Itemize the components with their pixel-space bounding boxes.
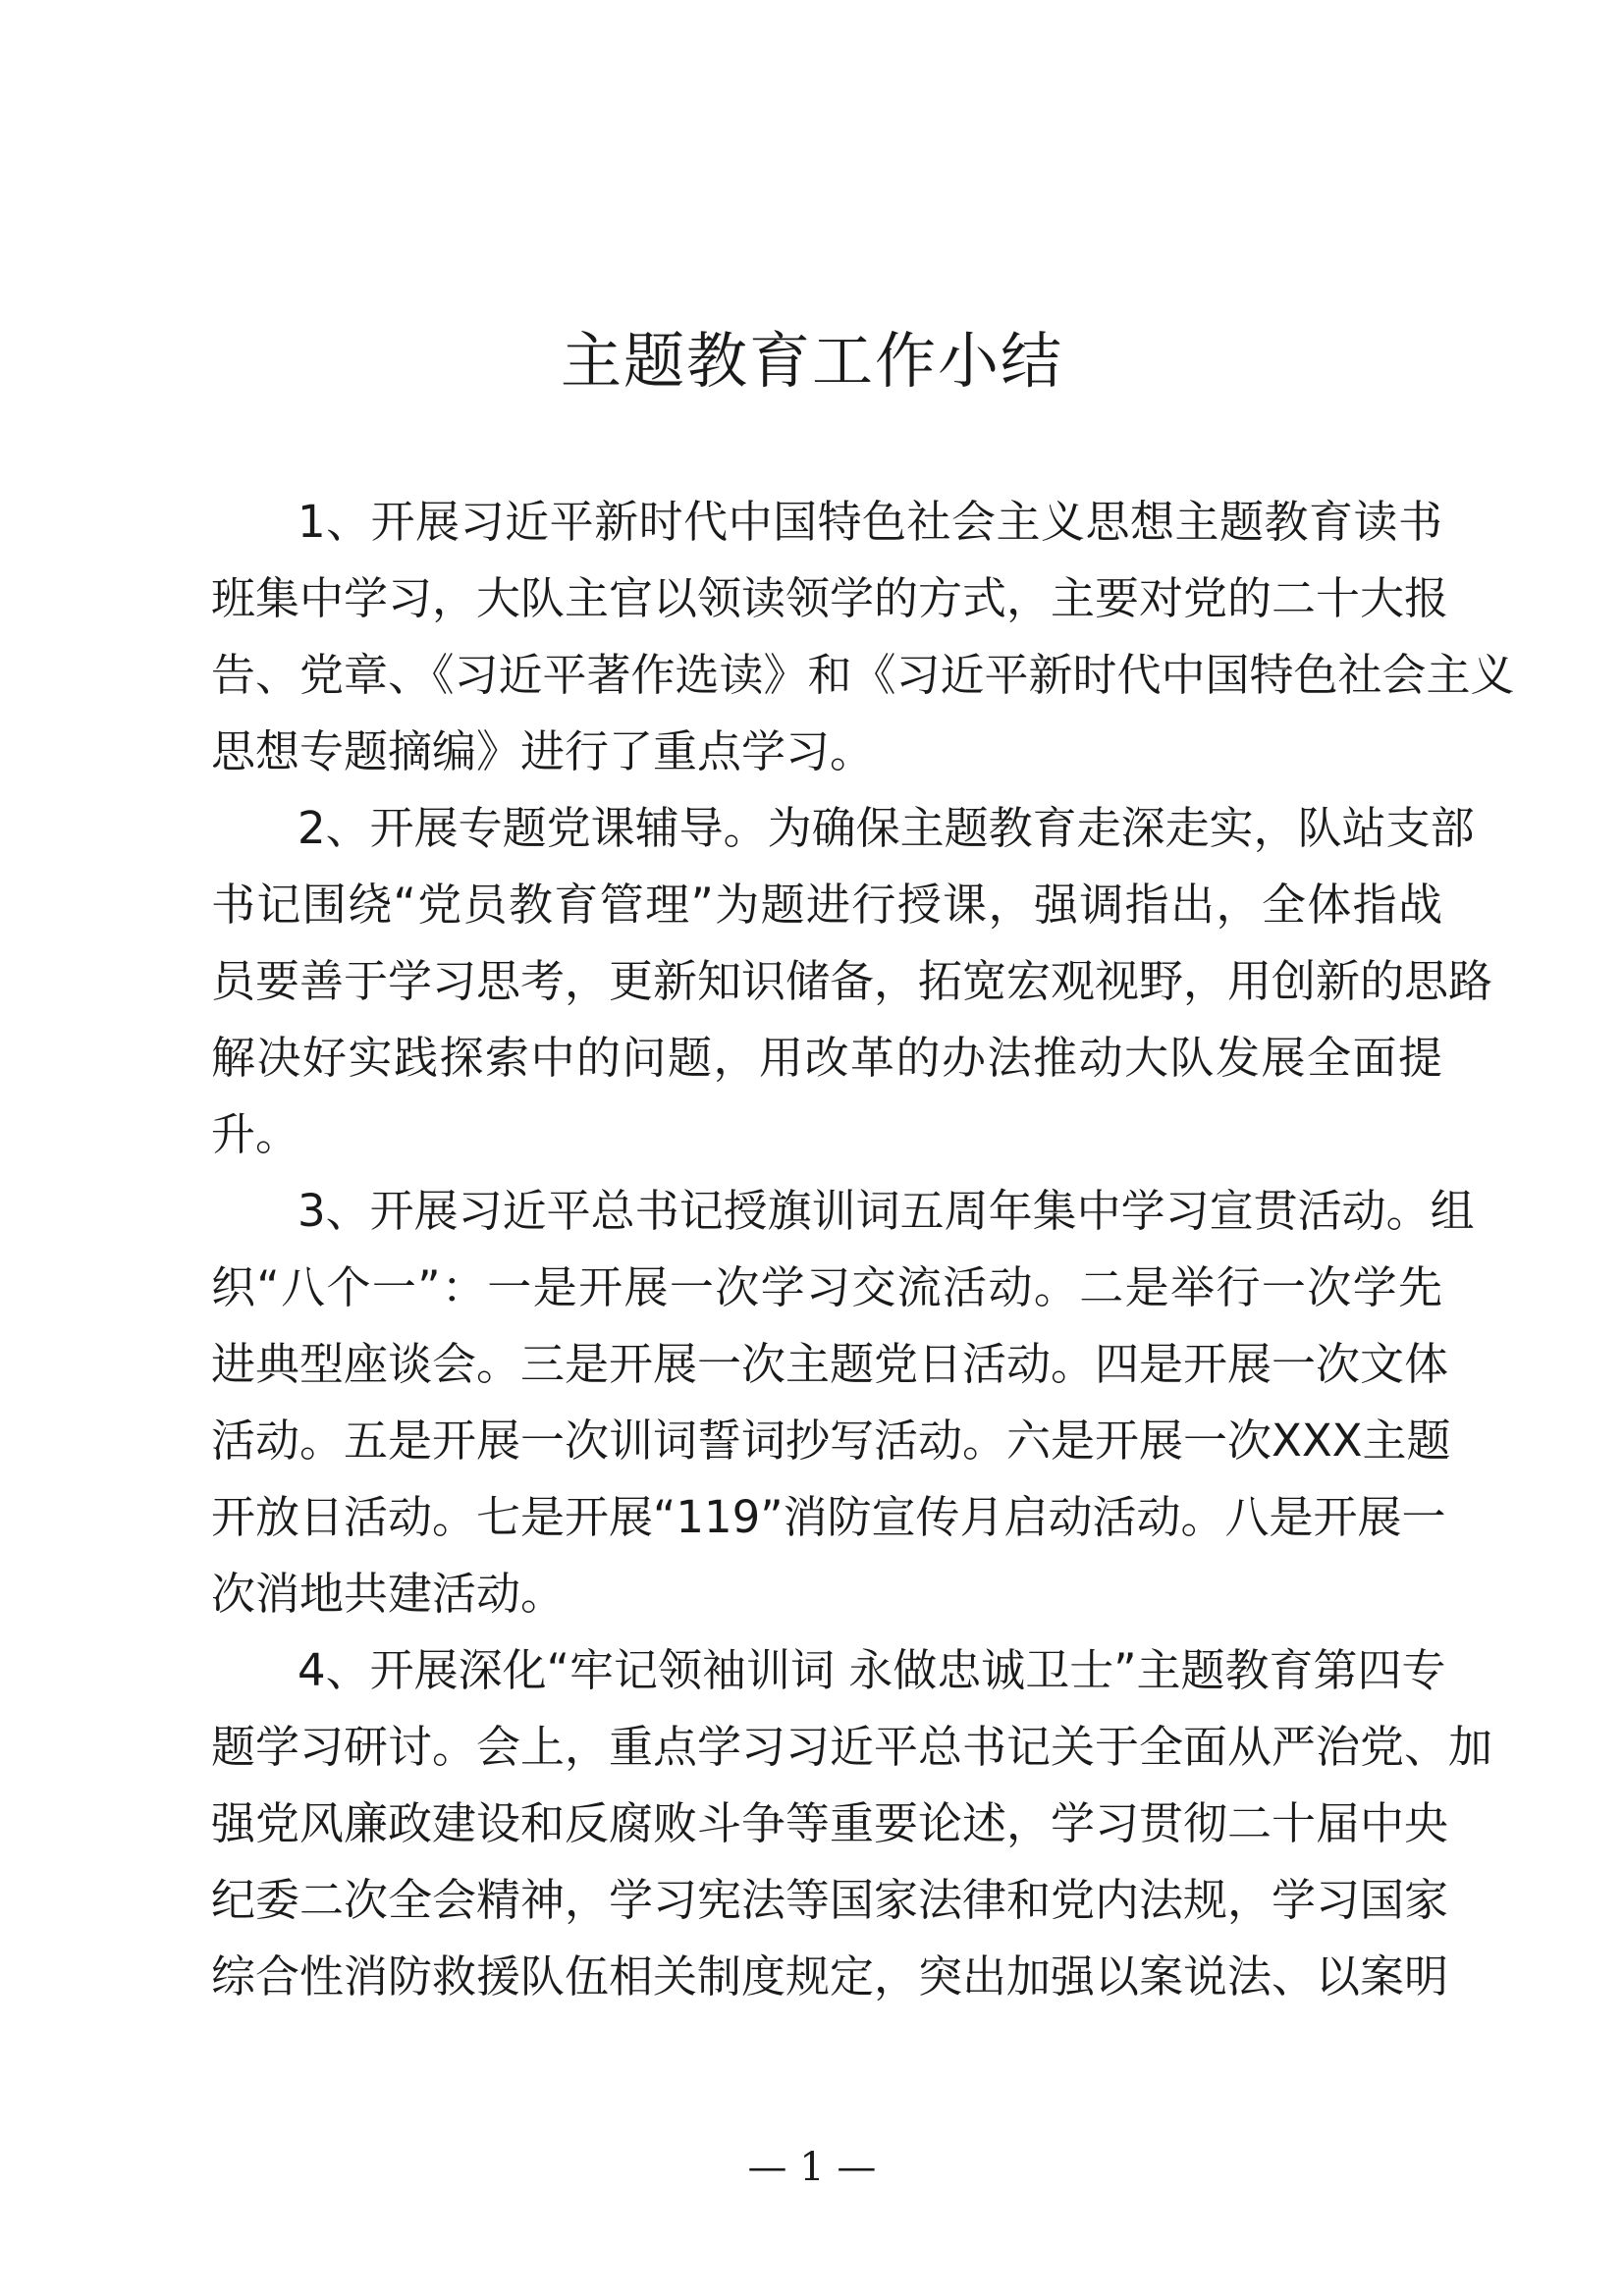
text-line: 开放日活动。七是开展“119”消防宣传月启动活动。八是开展一 xyxy=(211,1491,1446,1543)
text-line: 升。 xyxy=(211,1108,300,1160)
text-line: 3、开展习近平总书记授旗训词五周年集中学习宣贯活动。组 xyxy=(298,1185,1475,1237)
text-line: 解决好实践探索中的问题，用改革的办法推动大队发展全面提 xyxy=(211,1032,1442,1084)
text-line: 员要善于学习思考，更新知识储备，拓宽宏观视野，用创新的思路 xyxy=(211,955,1493,1007)
text-line: 4、开展深化“牢记领袖训词 永做忠诚卫士”主题教育第四专 xyxy=(298,1644,1446,1696)
text-line: 次消地共建活动。 xyxy=(211,1568,566,1620)
paragraph-4 xyxy=(211,1632,1493,2015)
text-line: 1、开展习近平新时代中国特色社会主义思想主题教育读书 xyxy=(298,496,1442,548)
paragraph-1 xyxy=(211,484,1515,790)
paragraph-2 xyxy=(211,790,1493,1173)
text-line: 强党风廉政建设和反腐败斗争等重要论述，学习贯彻二十届中央 xyxy=(211,1797,1449,1849)
document-title: 主题教育工作小结 xyxy=(560,325,1063,397)
text-line: 织“八个一”：一是开展一次学习交流活动。二是举行一次学先 xyxy=(211,1261,1442,1313)
paragraph-3 xyxy=(211,1173,1475,1632)
text-line: 进典型座谈会。三是开展一次主题党日活动。四是开展一次文体 xyxy=(211,1338,1449,1390)
text-line: 思想专题摘编》进行了重点学习。 xyxy=(211,725,875,777)
text-line: 活动。五是开展一次训词誓词抄写活动。六是开展一次XXX主题 xyxy=(211,1415,1451,1467)
text-line: 综合性消防救援队伍相关制度规定，突出加强以案说法、以案明 xyxy=(211,1950,1449,2002)
text-line: 班集中学习，大队主官以领读领学的方式，主要对党的二十大报 xyxy=(211,572,1449,624)
page-number: — 1 — xyxy=(747,2145,877,2190)
text-line: 2、开展专题党课辅导。为确保主题教育走深走实，队站支部 xyxy=(298,802,1475,854)
text-line: 书记围绕“党员教育管理”为题进行授课，强调指出，全体指战 xyxy=(211,879,1442,931)
text-line: 题学习研讨。会上，重点学习习近平总书记关于全面从严治党、加 xyxy=(211,1721,1493,1773)
text-line: 告、党章、《习近平著作选读》和《习近平新时代中国特色社会主义 xyxy=(211,649,1515,701)
text-line: 纪委二次全会精神，学习宪法等国家法律和党内法规，学习国家 xyxy=(211,1874,1449,1926)
document-body xyxy=(211,484,1515,2015)
